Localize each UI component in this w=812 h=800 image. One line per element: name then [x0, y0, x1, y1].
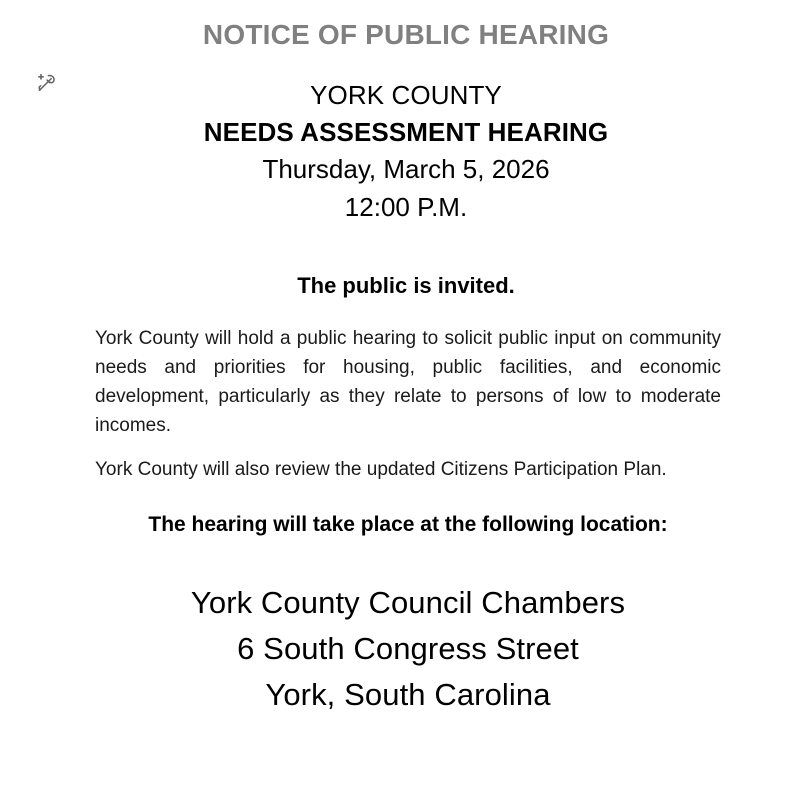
location-heading: The hearing will take place at the following location:	[148, 513, 668, 536]
magic-wand-icon	[35, 71, 59, 95]
hearing-time: 12:00 P.M.	[344, 191, 468, 222]
agency-name: YORK COUNTY	[310, 80, 502, 111]
hearing-date: Thursday, March 5, 2026	[262, 154, 550, 184]
address-block	[95, 580, 721, 718]
address-line-street: 6 South Congress Street	[237, 630, 579, 666]
body-text-secondary	[95, 456, 721, 485]
body-text	[95, 325, 721, 441]
address-line-city-state: York, South Carolina	[265, 676, 551, 712]
paragraph-citizens-plan: York County will also review the updated Citizens Participation Plan.	[95, 459, 667, 480]
paragraph-needs: York County will hold a public hearing to solicit public input on community needs and priorities for housing, public facilities, and economic development, particularly as they relate to persons of low to moderate incomes.	[95, 328, 721, 436]
page-title: NOTICE OF PUBLIC HEARING	[202, 19, 610, 50]
address-line-venue: York County Council Chambers	[190, 585, 626, 620]
location-heading-wrap	[95, 513, 721, 537]
hearing-name: NEEDS ASSESSMENT HEARING	[203, 117, 609, 148]
title-block	[0, 77, 812, 226]
invitation-line: The public is invited.	[297, 273, 515, 299]
